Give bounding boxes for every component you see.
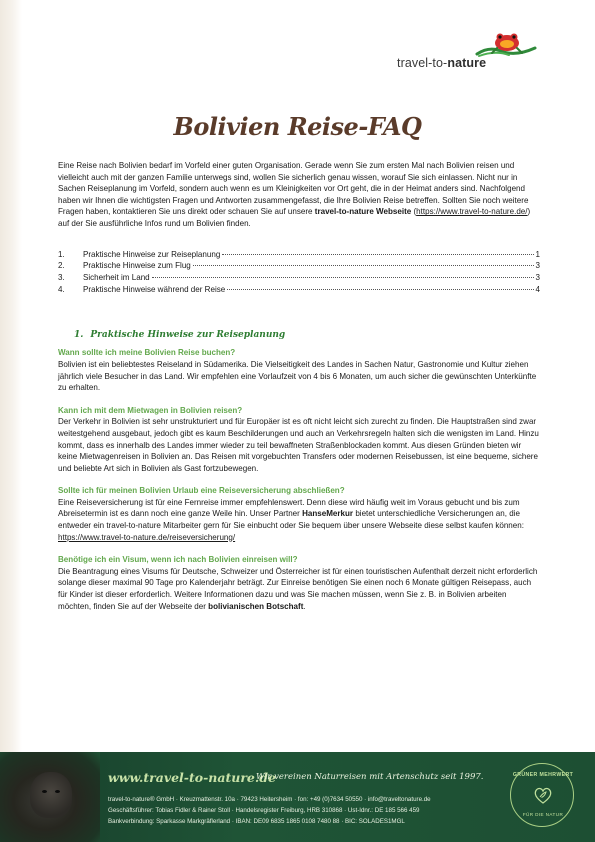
embassy-name: bolivianischen Botschaft <box>208 601 304 611</box>
faq-answer: Eine Reiseversicherung ist für eine Fernreise immer empfehlenswert. Denn diese wird häufig weit im Voraus gebucht und bis zum Abreisetermin ist es dann noch eine ganze Weile hin. Unser Partner HanseMerkur bietet unterschiedliche Versicherungen an, die entweder ein travel-to-nature Mitarbeiter gern für Sie einbucht oder Sie bequem über unsere Webseite diese selbst kaufen können: https://www.travel-to-nature.de/reiseversicherung/ <box>58 497 524 542</box>
document-body <box>58 160 540 623</box>
toc-entry-3[interactable]: 3. Sicherheit im Land 3 <box>58 273 540 283</box>
toc-entry-1[interactable]: 1. Praktische Hinweise zur Reiseplanung 1 <box>58 249 540 259</box>
faq-question: Sollte ich für meinen Bolivien Urlaub eine Reiseversicherung abschließen? <box>58 486 345 496</box>
intro-paragraph: Eine Reise nach Bolivien bedarf im Vorfeld einer guten Organisation. Gerade wenn Sie zum ersten Mal nach Bolivien reisen und vielleicht auch mit der ganzen Familie unterwegs sind, wollen Sie sicherlich genau wissen, worauf Sie sich einlassen. Nicht nur in Sachen Reiseplanung im Vorfeld, sondern auch wenn es um Kleinigkeiten vor Ort geht, die in der Heimat anders sind. Nachfolgend haben wir Ihnen die wichtigsten Fragen und Antworten zusammengefasst, die Ihre Bolivien Reise betreffen. Sollten Sie noch weitere Fragen haben, kontaktieren Sie uns direkt oder schauen Sie auf unsere travel-to-nature Webseite (https://www.travel-to-nature.de/) auf der Sie ausführliche Infos rund um Bolivien finden. <box>58 161 531 228</box>
table-of-contents <box>58 249 540 296</box>
intro-bold-link-text: travel-to-nature Webseite <box>314 207 412 217</box>
gorilla-photo <box>0 752 100 842</box>
faq-item-insurance <box>58 485 540 543</box>
faq-answer: Die Beantragung eines Visums für Deutsche, Schweizer und Österreicher ist für einen touristischen Aufenthalt derzeit nicht erforderlich solange dieser maximal 90 Tage pro Kalenderjahr beträgt. Zur Einreise benötigen Sie einen noch 6 Monate gültigen Reisepass, auch für Kinder ist dieser erforderlich. Weitere Informationen dazu und was Sie machen müssen, wenn Sie z. B. in Bolivien arbeiten möchten, finden Sie auf der Webseite der bolivianischen Botschaft. <box>58 566 538 611</box>
faq-question: Kann ich mit dem Mietwagen in Bolivien reisen? <box>58 405 243 415</box>
intro-website-link[interactable]: https://www.travel-to-nature.de/ <box>416 207 528 217</box>
footer-bank-line: Bankverbindung: Sparkasse Markgräflerland · IBAN: DE09 6835 1865 0108 7480 88 · BIC: SOLADES1MGL <box>108 818 405 825</box>
toc-entry-2[interactable]: 2. Praktische Hinweise zum Flug 3 <box>58 261 540 271</box>
footer-slogan: Wir vereinen Naturreisen mit Artenschutz seit 1997. <box>256 772 484 782</box>
section-heading-reiseplanung: 1. Praktische Hinweise zur Reiseplanung <box>74 329 286 340</box>
logo-wordmark: travel-to-nature <box>397 56 487 70</box>
faq-item-rental-car <box>58 405 540 475</box>
faq-answer: Der Verkehr in Bolivien ist sehr unstrukturiert und für Europäer ist es oft nicht leicht sich zurecht zu finden. Die Hauptstraßen sind zwar weitestgehend ausgebaut, jedoch gibt es kaum Beschilderungen und auch an Verkehrsregeln halten sich die wenigsten im Land. Hinzu kommt, dass es innerhalb des Landes immer wieder zu teil bewaffneten Straßenblockaden kommt. Aus diesen Gründen bieten wir keine Mietwagenreisen in Bolivien an. Das Reisen mit vorgebuchten Transfers oder modernen Reisebussen, ist eine bequeme, sichere und beliebte Art sich in Bolivien als Gast fortzubewegen. <box>58 417 539 473</box>
insurance-link[interactable]: https://www.travel-to-nature.de/reiseversicherung/ <box>58 532 236 542</box>
toc-leader-dots <box>193 265 534 266</box>
travel-to-nature-logo[interactable] <box>397 30 537 76</box>
footer-company-line: travel-to-nature® GmbH · Kreuzmattenstr. 10a · 79423 Heitersheim · fon: +49 (0)7634 50550 · info@traveltonature.de <box>108 796 431 803</box>
toc-leader-dots <box>227 289 533 290</box>
partner-name: HanseMerkur <box>302 509 354 519</box>
faq-item-visa <box>58 554 540 612</box>
faq-question: Wann sollte ich meine Bolivien Reise buchen? <box>58 348 236 358</box>
heart-leaf-icon <box>532 784 554 806</box>
footer-management-line: Geschäftsführer: Tobias Fidler & Rainer Stoll · Handelsregister Freiburg, HRB 310868 · Ust-Idnr.: DE 185 566 459 <box>108 807 420 814</box>
footer-banner <box>0 752 595 842</box>
faq-answer: Bolivien ist ein beliebtestes Reiseland in Südamerika. Die Vielseitigkeit des Landes in Sachen Natur, Gastronomie und Kultur ziehen jährlich viele Besucher in das Land. Wir empfehlen eine Vorlaufzeit von 4 bis 6 Monaten, um auch sicher die gewünschten Unterkünfte zu erhalten. <box>58 359 537 393</box>
footer-website-link[interactable]: www.travel-to-nature.de <box>108 770 276 785</box>
faq-item-booking <box>58 347 540 393</box>
faq-question: Benötige ich ein Visum, wenn ich nach Bolivien einreisen will? <box>58 555 298 565</box>
green-value-badge: GRÜNER MEHRWERT FÜR DIE NATUR <box>510 763 574 827</box>
toc-leader-dots <box>222 254 533 255</box>
toc-entry-4[interactable]: 4. Praktische Hinweise während der Reise 4 <box>58 284 540 294</box>
page-title: Bolivien Reise-FAQ <box>173 112 422 141</box>
gorilla-face-icon <box>30 772 72 818</box>
toc-leader-dots <box>152 277 534 278</box>
